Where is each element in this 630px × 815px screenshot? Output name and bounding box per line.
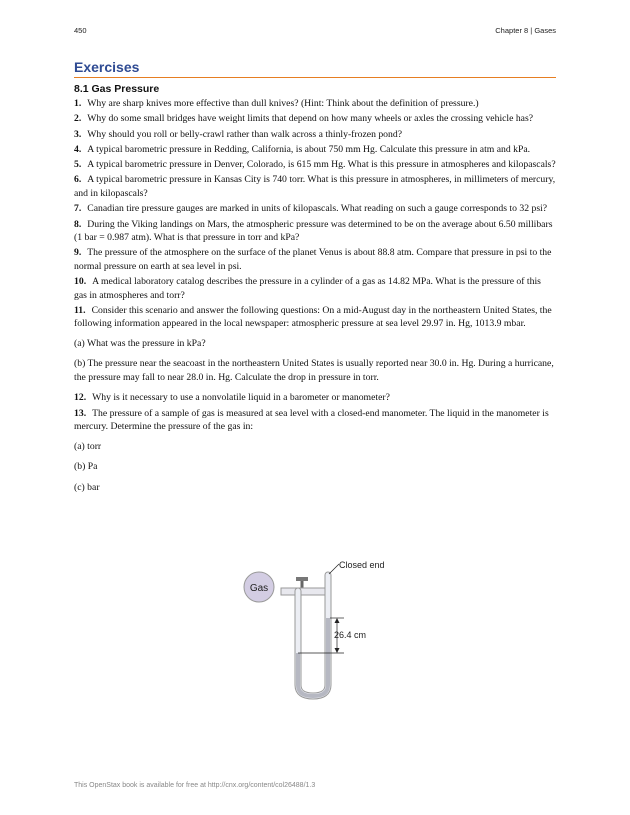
connecting-tube [281,588,329,595]
mercury-column [298,618,328,696]
question-13c: (c) bar [74,481,100,493]
section-title: Exercises [74,59,556,78]
exercise-list [74,97,556,501]
closed-end-leader [329,564,339,574]
question-7: 7. Canadian tire pressure gauges are marked in units of kilopascals. What reading on such a gauge corresponds to 32 psi? [74,203,548,215]
question-1: 1. Why are sharp knives more effective than dull knives? (Hint: Think about the definition of pressure.) [74,98,479,109]
question-5: 5. A typical barometric pressure in Denver, Colorado, is 615 mm Hg. What is this pressure in atmospheres and kilopascals? [74,159,556,171]
question-4: 4. A typical barometric pressure in Redding, California, is about 750 mm Hg. Calculate this pressure in atm and kPa. [74,143,531,155]
question-11: 11. Consider this scenario and answer the following questions: On a mid-August day in the northeastern United States, the following information appeared in the local newspaper: atmospheric pressure at sea level 29.97 in. Hg, 1013.9 mbar. [74,304,552,330]
height-label: 26.4 cm [334,630,367,640]
closed-end-manometer-diagram [240,556,400,706]
question-10: 10. A medical laboratory catalog describes the pressure in a cylinder of a gas as 14.82 MPa. What is the pressure of this gas in atmospheres and torr? [74,276,541,301]
arrow-up-icon [335,618,340,623]
question-3: 3. Why should you roll or belly-crawl rather than walk across a thinly-frozen pond? [74,128,403,140]
subsection-title: 8.1 Gas Pressure [74,83,160,95]
question-8: 8. During the Viking landings on Mars, the atmospheric pressure was determined to be on the average about 6.50 millibars (1 bar = 0.987 atm). What is that pressure in torr and kPa? [74,218,553,244]
arrow-down-icon [335,648,340,653]
question-11b: (b) The pressure near the seacoast in the northeastern United States is usually reported near 30.0 in. Hg. During a hurricane, the pressure may fall to near 28.0 in. Hg. Calculate the drop in pressure in torr. [74,358,554,383]
question-13: 13. The pressure of a sample of gas is measured at sea level with a closed-end manometer. The liquid in the manometer is mercury. Determine the pressure of the gas in: [74,407,549,433]
valve-handle [296,577,308,581]
question-6: 6. A typical barometric pressure in Kansas City is 740 torr. What is this pressure in atmospheres, in millimeters of mercury, and in kilopascals? [74,174,556,199]
footer-note: This OpenStax book is available for free at http://cnx.org/content/col26488/1.3 [74,782,316,789]
question-13b: (b) Pa [74,461,98,473]
question-13a: (a) torr [74,440,102,452]
closed-end-label: Closed end [339,560,385,570]
question-9: 9. The pressure of the atmosphere on the surface of the planet Venus is about 88.8 atm. Compare that pressure in psi to the normal pressure on earth at sea level in psi. [74,247,552,272]
question-2: 2. Why do some small bridges have weight limits that depend on how many wheels or axles the crossing vehicle has? [74,113,534,125]
question-11a: (a) What was the pressure in kPa? [74,337,206,349]
page-number: 450 [74,26,87,35]
gas-label: Gas [249,583,269,594]
chapter-header: Chapter 8 | Gases [495,26,556,35]
question-12: 12. Why is it necessary to use a nonvolatile liquid in a barometer or manometer? [74,392,390,404]
